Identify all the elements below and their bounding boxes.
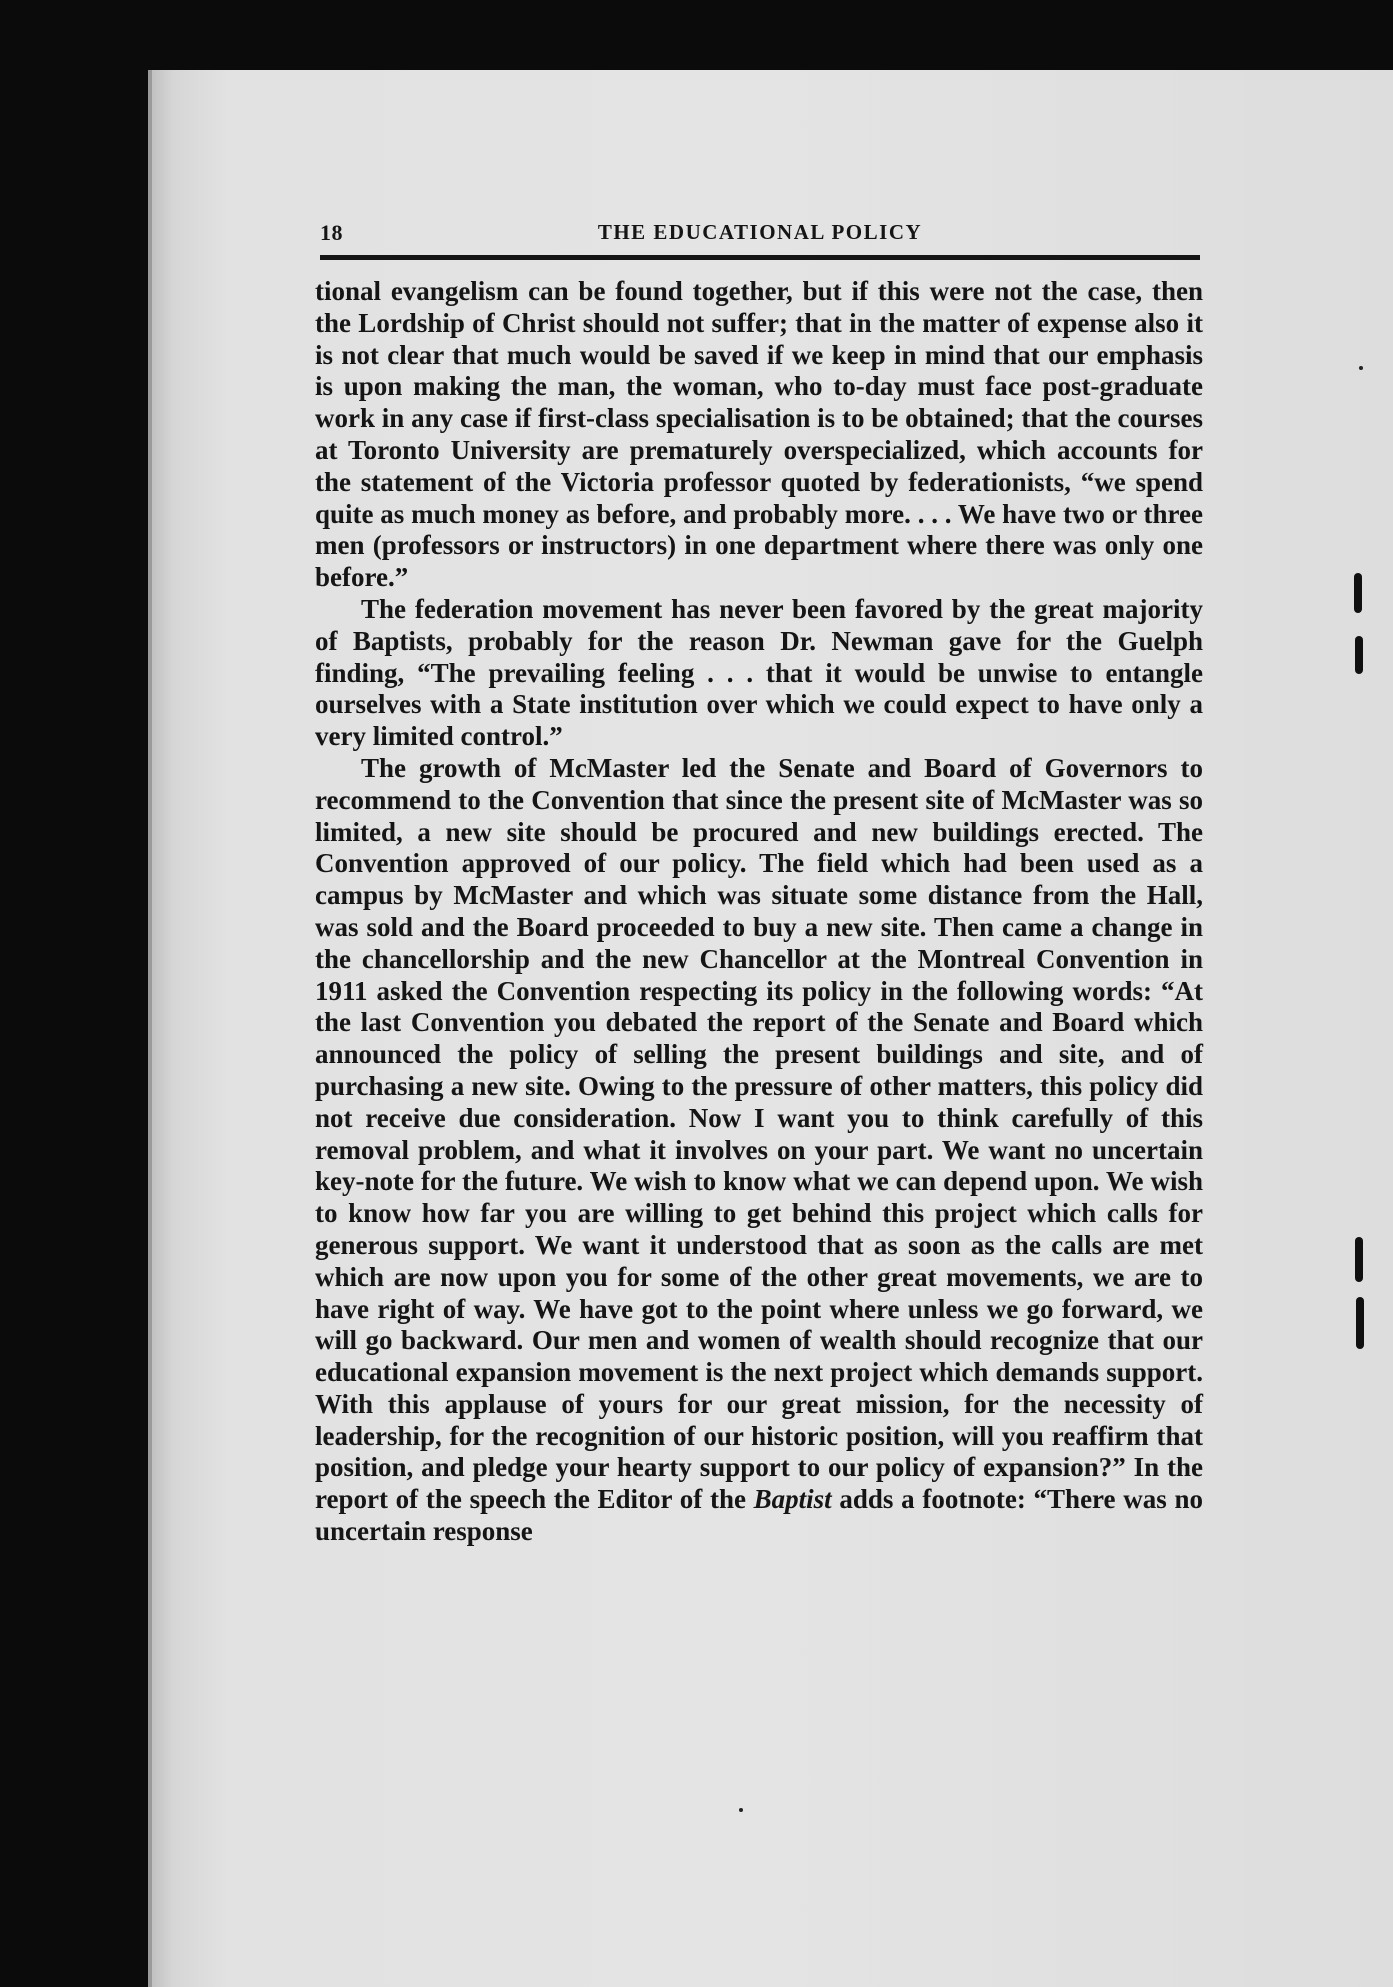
page-header xyxy=(320,220,1200,256)
scan-speck xyxy=(1359,366,1363,370)
paragraph xyxy=(315,276,1203,594)
running-title: THE EDUCATIONAL POLICY xyxy=(597,220,923,244)
page-edge xyxy=(148,70,152,1987)
margin-mark xyxy=(1356,1297,1364,1349)
text-run: The growth of McMaster led the Senate and Board of Governors to recommend to the Convention that since the present site of McMaster was so limited, a new site should be procured and new buildings erected. The Convention approved of our policy. The field which had been used as a campus by McMaster and which was situate some distance from the Hall, was sold and the Board proceeded to buy a new site. Then came a change in the chancellorship and the new Chancellor at the Montreal Convention in 1911 asked the Convention respecting its policy in the following words: “At the last Convention you debated the report of the Senate and Board which announced the policy of selling the present buildings and site, and of purchasing a new site. Owing to the pressure of other matters, this policy did not receive due consideration. Now I want you to think carefully of this removal problem, and what it involves on your part. We want no uncertain key-note for the future. We wish to know what we can depend upon. We wish to know how far you are willing to get behind this project which calls for generous support. We want it understood that as soon as the calls are met which are now upon you for some of the other great movements, we are to have right of way. We have got to the point where unless we go forward, we will go backward. Our men and women of wealth should recognize that our educational expansion movement is the next project which demands support. With this applause of yours for our great mission, for the necessity of leadership, for the recognition of our historic position, will you reaffirm that position, and pledge your hearty support to our policy of expansion?” In the report of the speech the Editor of the xyxy=(315,752,1203,1515)
page-number: 18 xyxy=(320,220,343,245)
text-run: adds a footnote: “There was no uncertain response xyxy=(315,1484,1203,1547)
scan-speck xyxy=(739,1808,743,1812)
margin-mark xyxy=(1355,636,1363,674)
header-rule xyxy=(320,255,1200,260)
text-run: tional evangelism can be found together, but if this were not the case, then the Lordship of Christ should not suffer; that in the matter of expense also it is not clear that much would be saved if we keep in mind that our emphasis is upon making the man, the woman, who to-day must face post-graduate work in any case if first-class specialisation is to be obtained; that the courses at Toronto University are prematurely overspecialized, which accounts for the statement of the Victoria professor quoted by federationists, “we spend quite as much money as before, and probably more. . . . We have two or three men (professors or instructors) in one department where there was only one before.” xyxy=(315,276,1203,593)
text-run: The federation movement has never been favored by the great majority of Baptists, probably for the reason Dr. Newman gave for the Guelph finding, “The prevailing feeling . . . that it would be unwise to entangle ourselves with a State institution over which we could expect to have only a very limited control.” xyxy=(315,593,1203,752)
paragraph xyxy=(315,753,1203,1548)
paragraph xyxy=(315,594,1203,753)
margin-mark xyxy=(1354,573,1362,613)
italic-text: Baptist xyxy=(753,1484,832,1515)
body-text xyxy=(315,276,1203,1548)
margin-mark xyxy=(1355,1237,1363,1282)
